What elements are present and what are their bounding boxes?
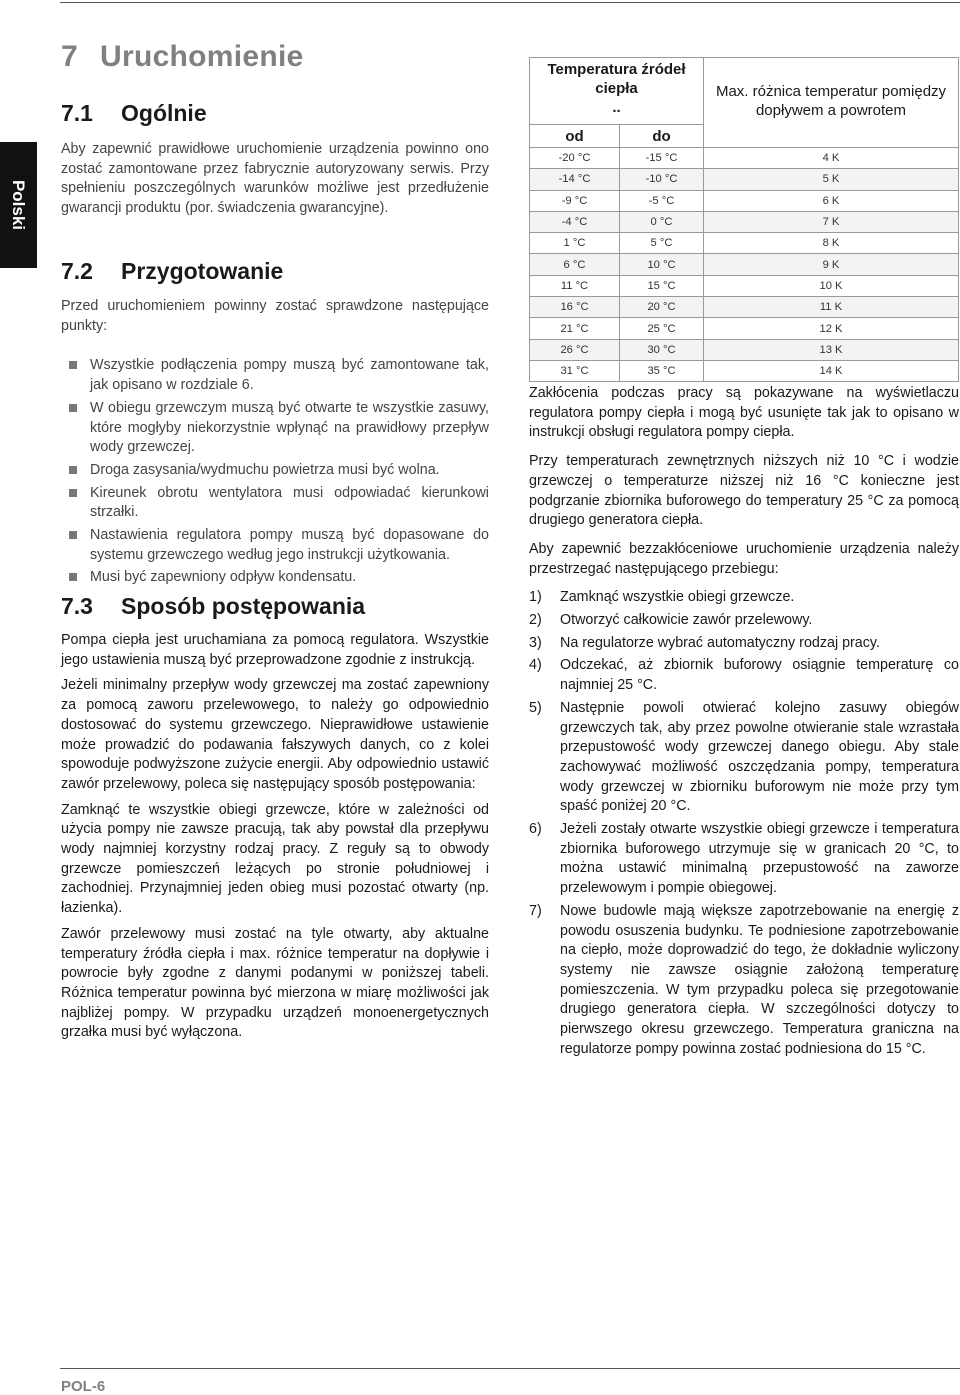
table-cell-from: 26 °C (530, 339, 620, 360)
step-text: Otworzyć całkowicie zawór przelewowy. (560, 612, 813, 629)
section-7-3-body (61, 631, 489, 1043)
table-row (530, 339, 959, 360)
step-text: Jeżeli zostały otwarte wszystkie obiegi grzewcze i temperatura zbiornika buforowego utrzymuje się w granicach 20 °C, to można ustawić minimalną przepustowość na zaworze przelewowym i pompie obiegowej. (560, 821, 959, 897)
table-cell-from: 21 °C (530, 318, 620, 339)
table-cell-to: 10 °C (620, 254, 704, 275)
table-row (530, 211, 959, 232)
paragraph: Zakłócenia podczas pracy są pokazywane na wyświetlaczu regulatora pompy ciepła i mogą być usunięte tak jak to opisano w instrukcji obsługi regulatora pompy ciepła. (529, 385, 959, 441)
paragraph: Jeżeli minimalny przepływ wody grzewczej ma zostać zapewniony za pomocą zaworu przelewowego, to należy go odpowiednio dostosować do systemu grzewczego. Nieprawidłowe ustawienie może prowadzić do podawania fałszywych danych, co z kolei spowoduje podwyższone zużycie energii. Aby odpowiednio ustawić zawór przelewowy, poleca się następujący sposób postępowania: (61, 677, 489, 792)
step-text: Zamknąć wszystkie obiegi grzewcze. (560, 589, 795, 606)
table-row (530, 360, 959, 381)
bottom-rule (60, 1368, 960, 1369)
table-cell-to: 20 °C (620, 297, 704, 318)
paragraph: Przy temperaturach zewnętrznych niższych niż 10 °C i wodzie grzewczej o temperaturze niższej niż 16 °C konieczne jest podgrzanie zbiornika buforowego do temperatury 25 °C za pomocą drugiego generatora ciepła. (529, 453, 959, 529)
table-cell-from: -14 °C (530, 169, 620, 190)
step-number: 6) (529, 821, 542, 838)
table-header-from: od (530, 125, 620, 148)
table-cell-to: 15 °C (620, 275, 704, 296)
step-number: 2) (529, 612, 542, 629)
list-item: Nastawienia regulatora pompy muszą być dopasowane do systemu grzewczego według jego instrukcji użytkowania. (61, 526, 489, 565)
top-rule (60, 2, 960, 3)
right-column-body (529, 384, 959, 1063)
table-cell-diff: 9 K (704, 254, 959, 275)
table-cell-from: -20 °C (530, 148, 620, 169)
step-number: 7) (529, 902, 542, 919)
step-text: Odczekać, aż zbiornik buforowy osiągnie temperaturę co najmniej 25 °C. (560, 657, 959, 694)
table-cell-to: 0 °C (620, 211, 704, 232)
table-cell-diff: 10 K (704, 275, 959, 296)
table-row (530, 254, 959, 275)
step-text: Na regulatorze wybrać automatyczny rodzaj pracy. (560, 634, 880, 651)
list-item: Kireunek obrotu wentylatora musi odpowiadać kierunkowi strzałki. (61, 484, 489, 523)
table-header-max-diff: Max. różnica temperatur pomiędzy dopływem a powrotem (704, 58, 959, 148)
chapter-heading: 7 Uruchomienie (61, 40, 304, 73)
table-row (530, 233, 959, 254)
table-cell-diff: 8 K (704, 233, 959, 254)
table-cell-diff: 4 K (704, 148, 959, 169)
table-row (530, 297, 959, 318)
step-item (529, 902, 959, 1060)
step-number: 1) (529, 589, 542, 606)
table-cell-from: 16 °C (530, 297, 620, 318)
paragraph: Pompa ciepła jest uruchamiana za pomocą regulatora. Wszystkie jego ustawienia muszą być przeprowadzone zgodnie z instrukcją. (61, 632, 489, 668)
table-row (530, 275, 959, 296)
list-item: Musi być zapewniony odpływ kondensatu. (61, 568, 489, 588)
table-header-to: do (620, 125, 704, 148)
step-text: Nowe budowle mają większe zapotrzebowanie na energię z powodu osuszenia budynku. Te podniesione zapotrzebowanie na ciepło, może doprowadzić do tego, że dokładnie wyliczony systemy nie zawsze osiągnie założoną temperaturę pomieszczenia. W tym przypadku poleca się przegotowanie drugiego generatora ciepła. W szczególności dotyczy to pierwszego okresu grzewczego. Temperatura graniczna na regulatorze pompy powinna zostać podniesiona do 15 °C. (560, 902, 959, 1057)
table-cell-to: 30 °C (620, 339, 704, 360)
table-cell-from: -4 °C (530, 211, 620, 232)
section-7-2-body (61, 297, 489, 591)
table-cell-to: 5 °C (620, 233, 704, 254)
step-item (529, 820, 959, 899)
table-cell-diff: 12 K (704, 318, 959, 339)
step-number: 5) (529, 699, 542, 716)
table-cell-from: -9 °C (530, 190, 620, 211)
list-item: W obiegu grzewczym muszą być otwarte te wszystkie zasuwy, które mogłyby niekorzystnie wpłynąć na prawidłowy przepływ wody grzewczej. (61, 399, 489, 458)
list-item: Wszystkie podłączenia pompy muszą być zamontowane tak, jak opisano w rozdziale 6. (61, 356, 489, 395)
step-item (529, 634, 959, 654)
page-number: POL-6 (61, 1378, 106, 1395)
table-cell-to: 25 °C (620, 318, 704, 339)
paragraph: Zawór przelewowy musi zostać na tyle otwarty, aby aktualne temperatury źródła ciepła i max. różnice temperatur na dopływie i powrocie były zgodne z danymi podanymi w poniższej tabeli. Różnica temperatur powinna być mierzona w miarę możliwości jak najbliżej pompy. W przypadku urządzeń monoenergetycznych grzałka musi być wyłączona. (61, 925, 489, 1041)
table-cell-from: 11 °C (530, 275, 620, 296)
section-heading-7-3: 7.3 Sposób postępowania (61, 593, 366, 619)
step-number: 3) (529, 634, 542, 651)
step-number: 4) (529, 657, 542, 674)
table-cell-to: -10 °C (620, 169, 704, 190)
section-heading-7-2: 7.2 Przygotowanie (61, 258, 284, 284)
table-cell-diff: 5 K (704, 169, 959, 190)
table-row (530, 148, 959, 169)
table-cell-diff: 7 K (704, 211, 959, 232)
table-cell-diff: 11 K (704, 297, 959, 318)
table-cell-from: 31 °C (530, 360, 620, 381)
table-cell-from: 6 °C (530, 254, 620, 275)
section-heading-7-1: 7.1 Ogólnie (61, 100, 207, 126)
step-item (529, 656, 959, 695)
table-cell-to: 35 °C (620, 360, 704, 381)
paragraph: Przed uruchomieniem powinny zostać sprawdzone następujące punkty: (61, 298, 489, 334)
table-row (530, 190, 959, 211)
table-cell-diff: 6 K (704, 190, 959, 211)
table-cell-to: -5 °C (620, 190, 704, 211)
table-cell-diff: 14 K (704, 360, 959, 381)
table-cell-diff: 13 K (704, 339, 959, 360)
paragraph: Aby zapewnić prawidłowe uruchomienie urządzenia powinno ono zostać zamontowane przez fabrycznie autoryzowany serwis. Przy spełnieniu poszczególnych warunków możliwe jest przedłużenie gwarancji produktu (por. świadczenia gwarancyjne). (61, 141, 489, 217)
checklist (61, 356, 489, 588)
step-item (529, 588, 959, 608)
table-row (530, 318, 959, 339)
temperature-table (529, 57, 959, 382)
table-cell-from: 1 °C (530, 233, 620, 254)
procedure-steps (529, 588, 959, 1059)
language-tab: Polski (0, 142, 37, 268)
paragraph: Aby zapewnić bezzakłóceniowe uruchomienie urządzenia należy przestrzegać następującego przebiegu: (529, 540, 959, 577)
step-item (529, 611, 959, 631)
table-header-source: Temperatura źródeł ciepła .. (530, 58, 704, 125)
paragraph: Zamknąć te wszystkie obiegi grzewcze, które w zależności od użycia pompy nie zawsze pracują, tak aby powstał dla przepływu wody najmniej korzystny rodzaj pracy. Z reguły są to obwody grzewcze pomieszczeń leżących po stronie południowej i zachodniej. Przynajmniej jeden obieg musi pozostać otwarty (np. łazienka). (61, 801, 489, 917)
section-7-1-body (61, 140, 489, 219)
list-item: Droga zasysania/wydmuchu powietrza musi być wolna. (61, 461, 489, 481)
step-item (529, 699, 959, 817)
table-cell-to: -15 °C (620, 148, 704, 169)
table-row (530, 169, 959, 190)
step-text: Następnie powoli otwierać kolejno zasuwy obiegów grzewczych tak, aby przez powolne otwieranie stale wzrastała przepustowość wody grzewczej danego obiegu. Aby stale zachowywać możliwość oszczędzania pompy, temperatura wody grzewczej w zbiorniku buforowym nie może przy tym spaść poniżej 20 °C. (560, 699, 959, 815)
